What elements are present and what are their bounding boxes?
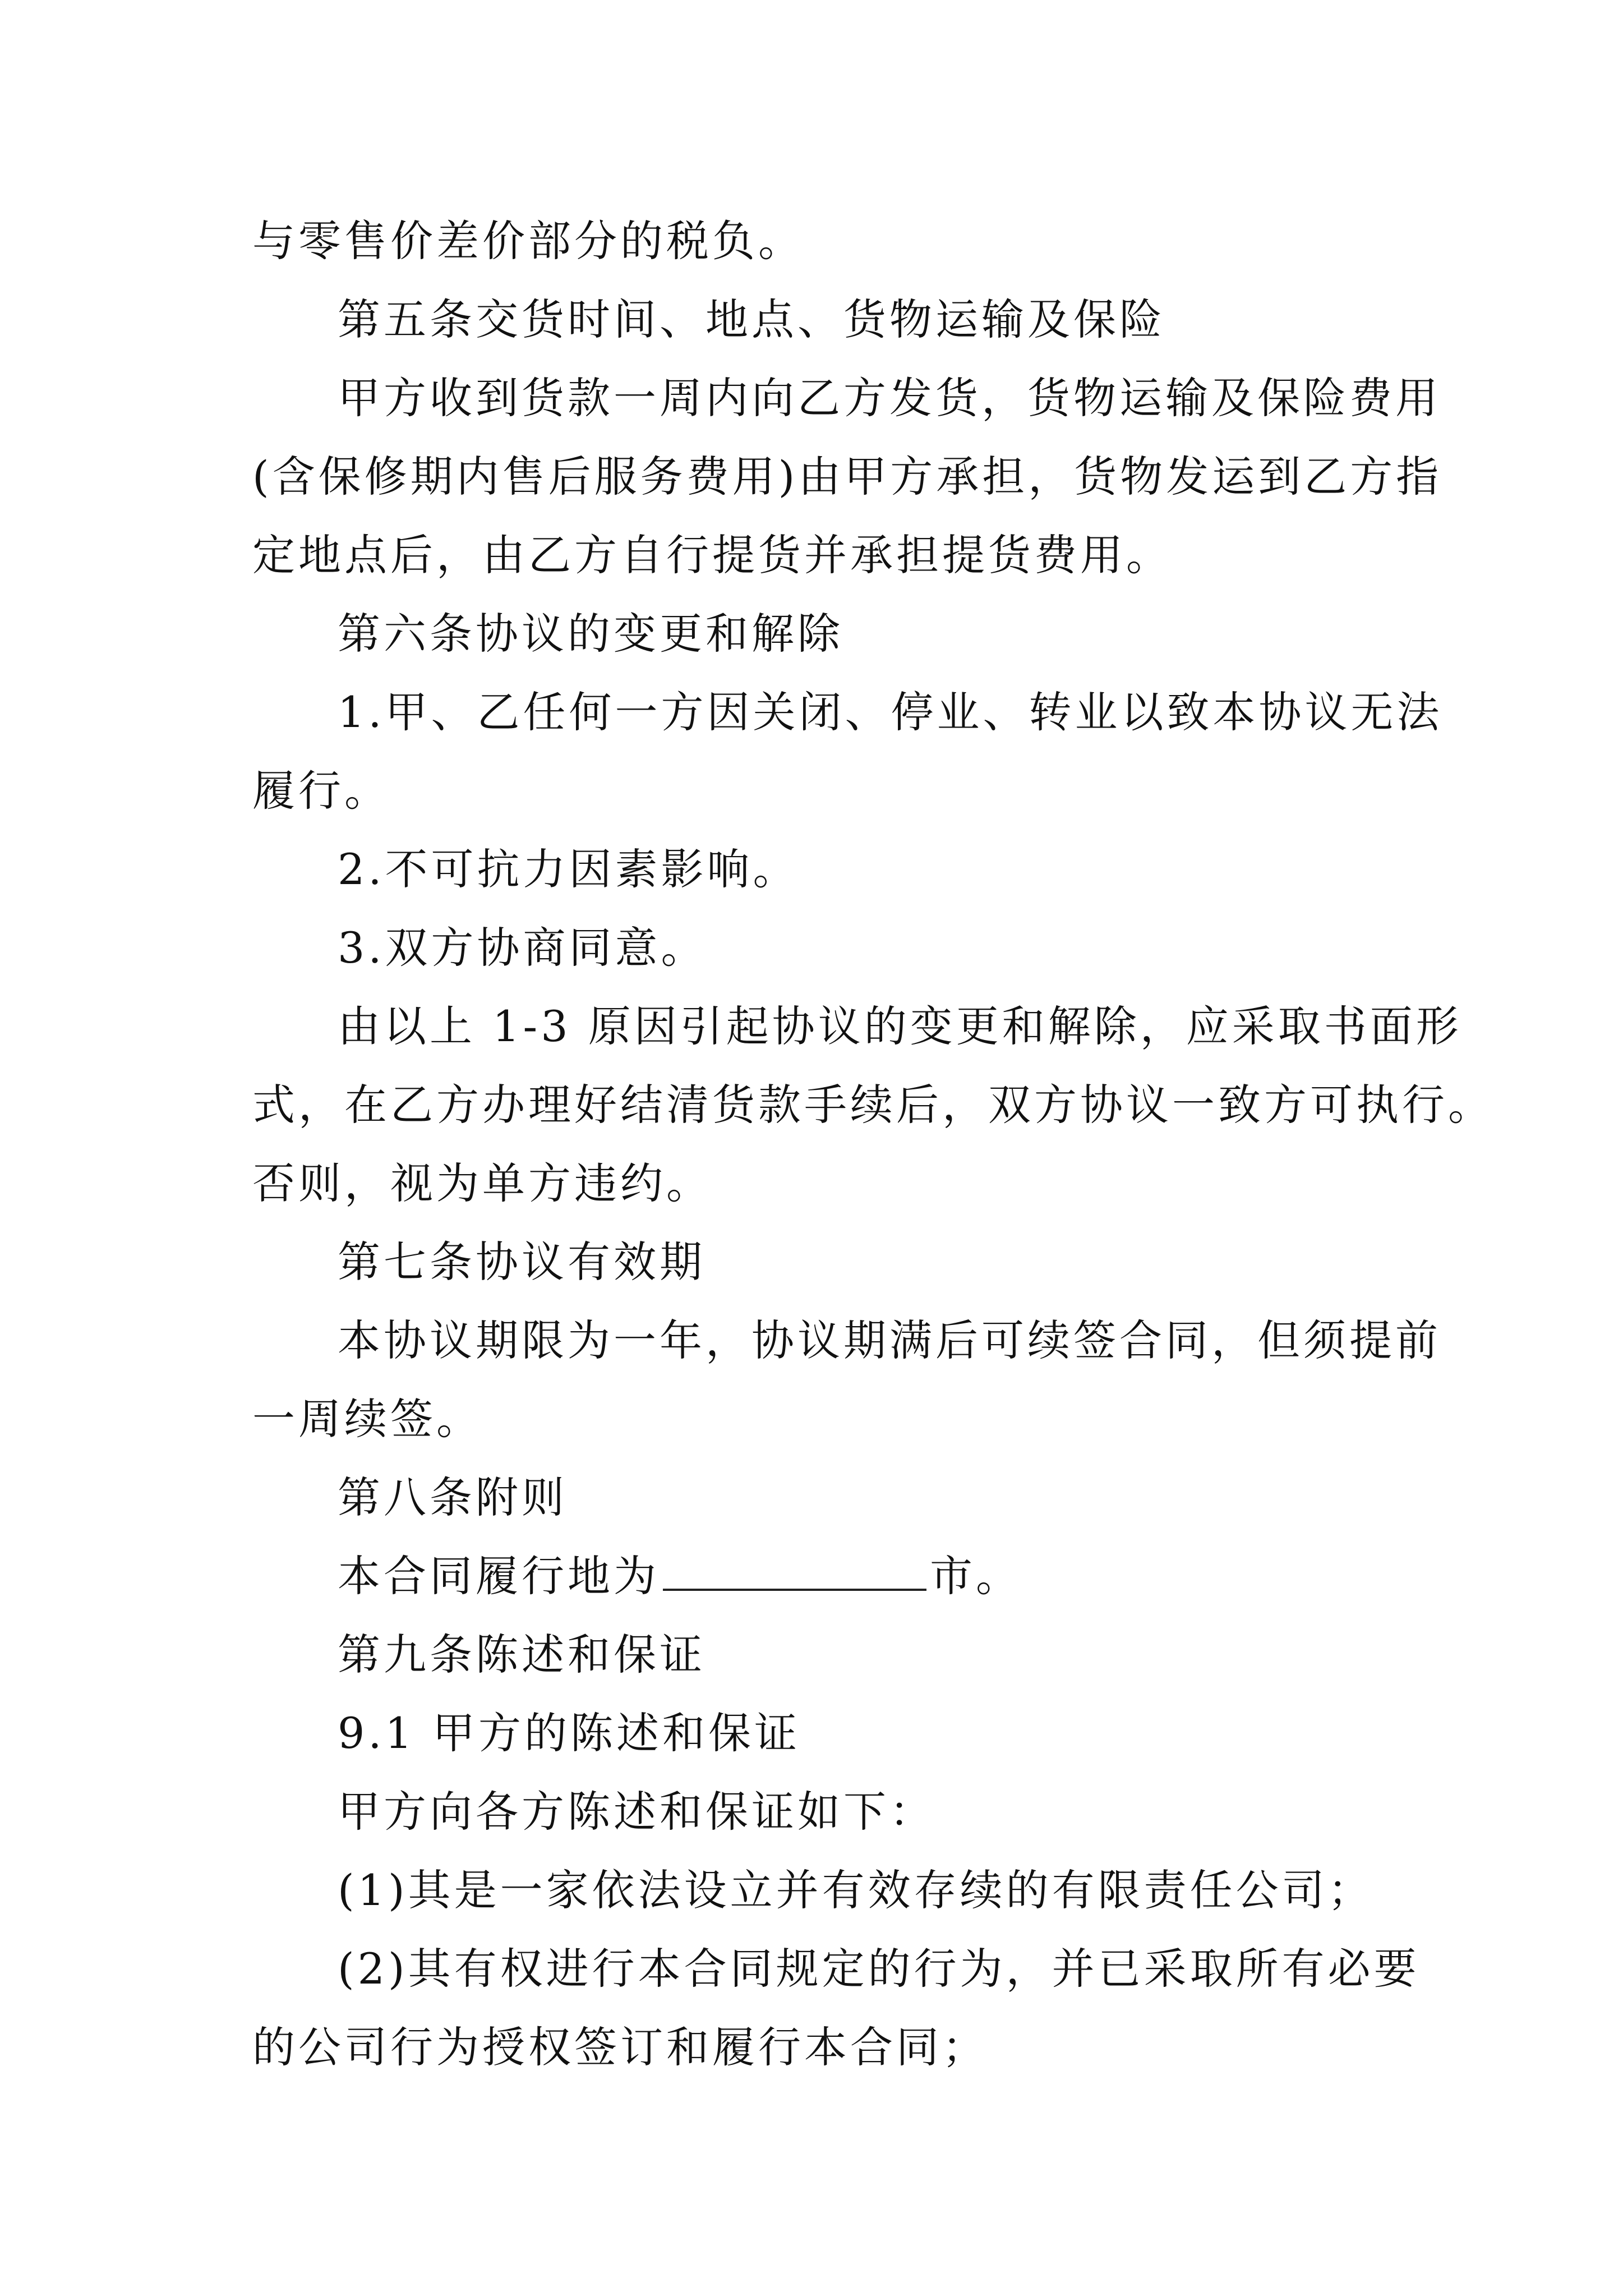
section-heading-7: 第七条协议有效期: [338, 1237, 706, 1287]
text-line: 的公司行为授权签订和履行本合同；: [252, 2022, 988, 2072]
text-line: 定地点后，由乙方自行提货并承担提货费用。: [252, 530, 1172, 580]
section-heading-8: 第八条附则: [338, 1473, 568, 1522]
text-line: 一周续签。: [252, 1394, 482, 1444]
text-line: (2)其有权进行本合同规定的行为，并已采取所有必要: [338, 1944, 1420, 1994]
text-line: 否则，视为单方违约。: [252, 1158, 712, 1208]
place-clause: [252, 1537, 1391, 1616]
text-line: 1.甲、乙任何一方因关闭、停业、转业以致本协议无法: [338, 687, 1443, 737]
section-heading-5: 第五条交货时间、地点、货物运输及保险: [338, 295, 1165, 344]
text-line: 本协议期限为一年，协议期满后可续签合同，但须提前: [338, 1315, 1441, 1365]
text-line: 甲方收到货款一周内向乙方发货，货物运输及保险费用: [338, 373, 1441, 423]
fill-in-blank: [663, 1548, 926, 1591]
text-line: 甲方向各方陈述和保证如下：: [338, 1787, 935, 1837]
text-line: 3.双方协商同意。: [338, 923, 707, 973]
text-line: 式，在乙方办理好结清货款手续后，双方协议一致方可执行。: [252, 1080, 1494, 1130]
text-line: 由以上 1-3 原因引起协议的变更和解除，应采取书面形: [338, 1001, 1462, 1051]
text-line: 履行。: [252, 766, 390, 816]
text-line: (含保修期内售后服务费用)由甲方承担，货物发运到乙方指: [252, 452, 1442, 501]
text-line: 与零售价差价部分的税负。: [252, 216, 804, 266]
place-clause-prefix: 本合同履行地为: [338, 1551, 660, 1601]
document-body: [252, 202, 1494, 2087]
section-heading-9: 第九条陈述和保证: [338, 1630, 706, 1680]
text-line: 2.不可抗力因素影响。: [338, 844, 799, 894]
subsection-heading-9-1: 9.1 甲方的陈述和保证: [338, 1708, 801, 1758]
text-line: (1)其是一家依法设立并有效存续的有限责任公司；: [338, 1865, 1374, 1915]
place-clause-suffix: 市。: [930, 1551, 1022, 1601]
section-heading-6: 第六条协议的变更和解除: [338, 609, 843, 659]
